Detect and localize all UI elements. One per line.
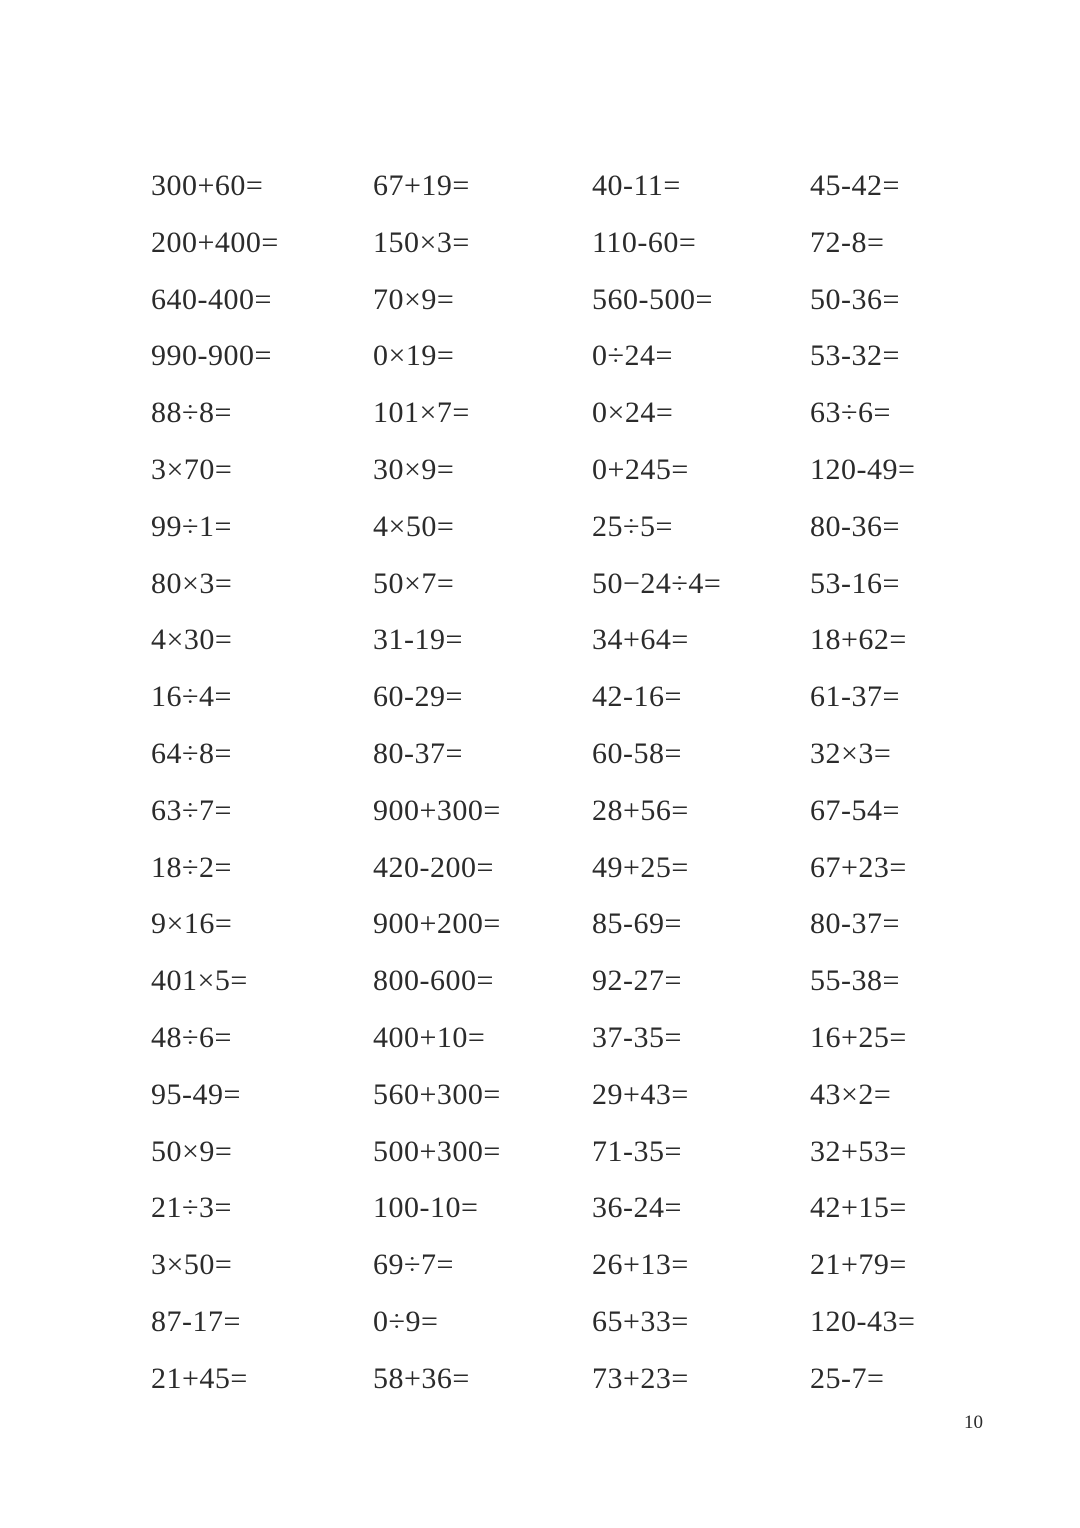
math-problem: 63÷7= xyxy=(151,793,232,827)
math-problem: 3×70= xyxy=(151,452,233,486)
math-problem: 80×3= xyxy=(151,566,233,600)
math-problem: 99÷1= xyxy=(151,509,232,543)
math-problem: 21+79= xyxy=(810,1248,907,1282)
math-problem: 49+25= xyxy=(592,850,689,884)
math-problem: 87-17= xyxy=(151,1304,241,1338)
math-problem: 32×3= xyxy=(810,736,892,770)
math-problem: 16+25= xyxy=(810,1020,907,1054)
math-problem: 500+300= xyxy=(373,1134,501,1168)
math-problem: 45-42= xyxy=(810,169,900,202)
math-problem: 26+13= xyxy=(592,1248,689,1282)
math-problem: 150×3= xyxy=(373,225,470,259)
math-problem: 63÷6= xyxy=(810,396,891,430)
math-problem: 101×7= xyxy=(373,396,470,430)
math-problem: 71-35= xyxy=(592,1134,682,1168)
math-problem: 21+45= xyxy=(151,1361,248,1395)
math-problem: 25÷5= xyxy=(592,509,673,543)
math-problem: 64÷8= xyxy=(151,736,232,770)
math-problem: 4×50= xyxy=(373,509,455,543)
math-problem: 80-37= xyxy=(810,907,900,941)
math-problem: 70×9= xyxy=(373,282,455,316)
math-problem: 42-16= xyxy=(592,680,682,714)
math-problem: 401×5= xyxy=(151,964,248,998)
math-problem: 0+245= xyxy=(592,452,689,486)
math-problem: 50×9= xyxy=(151,1134,233,1168)
math-problem: 9×16= xyxy=(151,907,233,941)
math-problem: 67-54= xyxy=(810,793,900,827)
math-problem: 990-900= xyxy=(151,339,272,373)
math-problem: 120-49= xyxy=(810,452,916,486)
math-problem: 31-19= xyxy=(373,623,463,657)
math-problem: 640-400= xyxy=(151,282,272,316)
math-problem: 18+62= xyxy=(810,623,907,657)
math-problem: 16÷4= xyxy=(151,680,232,714)
math-problem: 60-58= xyxy=(592,736,682,770)
math-problem: 61-37= xyxy=(810,680,900,714)
math-problem: 0×24= xyxy=(592,396,674,430)
math-problem: 48÷6= xyxy=(151,1020,232,1054)
math-problem: 800-600= xyxy=(373,964,494,998)
problem-grid xyxy=(151,170,1080,1420)
math-problem: 100-10= xyxy=(373,1191,479,1225)
math-problem: 72-8= xyxy=(810,225,885,259)
math-problem: 92-27= xyxy=(592,964,682,998)
math-problem: 67+19= xyxy=(373,169,470,202)
math-problem: 21÷3= xyxy=(151,1191,232,1225)
math-problem: 18÷2= xyxy=(151,850,232,884)
math-problem: 40-11= xyxy=(592,169,681,202)
math-problem: 36-24= xyxy=(592,1191,682,1225)
math-problem: 60-29= xyxy=(373,680,463,714)
math-problem: 53-16= xyxy=(810,566,900,600)
math-problem: 80-36= xyxy=(810,509,900,543)
math-problem: 900+200= xyxy=(373,907,501,941)
math-problem: 95-49= xyxy=(151,1077,241,1111)
math-problem: 53-32= xyxy=(810,339,900,373)
math-problem: 120-43= xyxy=(810,1304,916,1338)
math-problem: 30×9= xyxy=(373,452,455,486)
math-problem: 58+36= xyxy=(373,1361,470,1395)
math-problem: 0÷24= xyxy=(592,339,673,373)
math-problem: 55-38= xyxy=(810,964,900,998)
math-problem: 85-69= xyxy=(592,907,682,941)
math-problem: 300+60= xyxy=(151,169,264,202)
math-problem: 200+400= xyxy=(151,225,279,259)
math-problem: 67+23= xyxy=(810,850,907,884)
math-problem: 110-60= xyxy=(592,225,697,259)
math-problem: 69÷7= xyxy=(373,1248,454,1282)
math-problem: 25-7= xyxy=(810,1361,885,1395)
math-problem: 560+300= xyxy=(373,1077,501,1111)
math-problem: 4×30= xyxy=(151,623,233,657)
math-problem: 560-500= xyxy=(592,282,713,316)
math-problem: 42+15= xyxy=(810,1191,907,1225)
math-problem: 43×2= xyxy=(810,1077,892,1111)
math-problem: 80-37= xyxy=(373,736,463,770)
math-problem: 50×7= xyxy=(373,566,455,600)
math-problem: 88÷8= xyxy=(151,396,232,430)
math-problem: 28+56= xyxy=(592,793,689,827)
math-problem: 400+10= xyxy=(373,1020,486,1054)
math-problem: 0÷9= xyxy=(373,1304,439,1338)
math-problem: 65+33= xyxy=(592,1304,689,1338)
math-problem: 3×50= xyxy=(151,1248,233,1282)
math-problem: 29+43= xyxy=(592,1077,689,1111)
math-problem: 73+23= xyxy=(592,1361,689,1395)
math-problem: 34+64= xyxy=(592,623,689,657)
math-problem: 32+53= xyxy=(810,1134,907,1168)
math-problem: 0×19= xyxy=(373,339,455,373)
math-problem: 900+300= xyxy=(373,793,501,827)
math-problem: 37-35= xyxy=(592,1020,682,1054)
math-problem: 50-36= xyxy=(810,282,900,316)
page-number: 10 xyxy=(964,1412,983,1433)
math-problem: 420-200= xyxy=(373,850,494,884)
math-problem: 50−24÷4= xyxy=(592,566,722,600)
